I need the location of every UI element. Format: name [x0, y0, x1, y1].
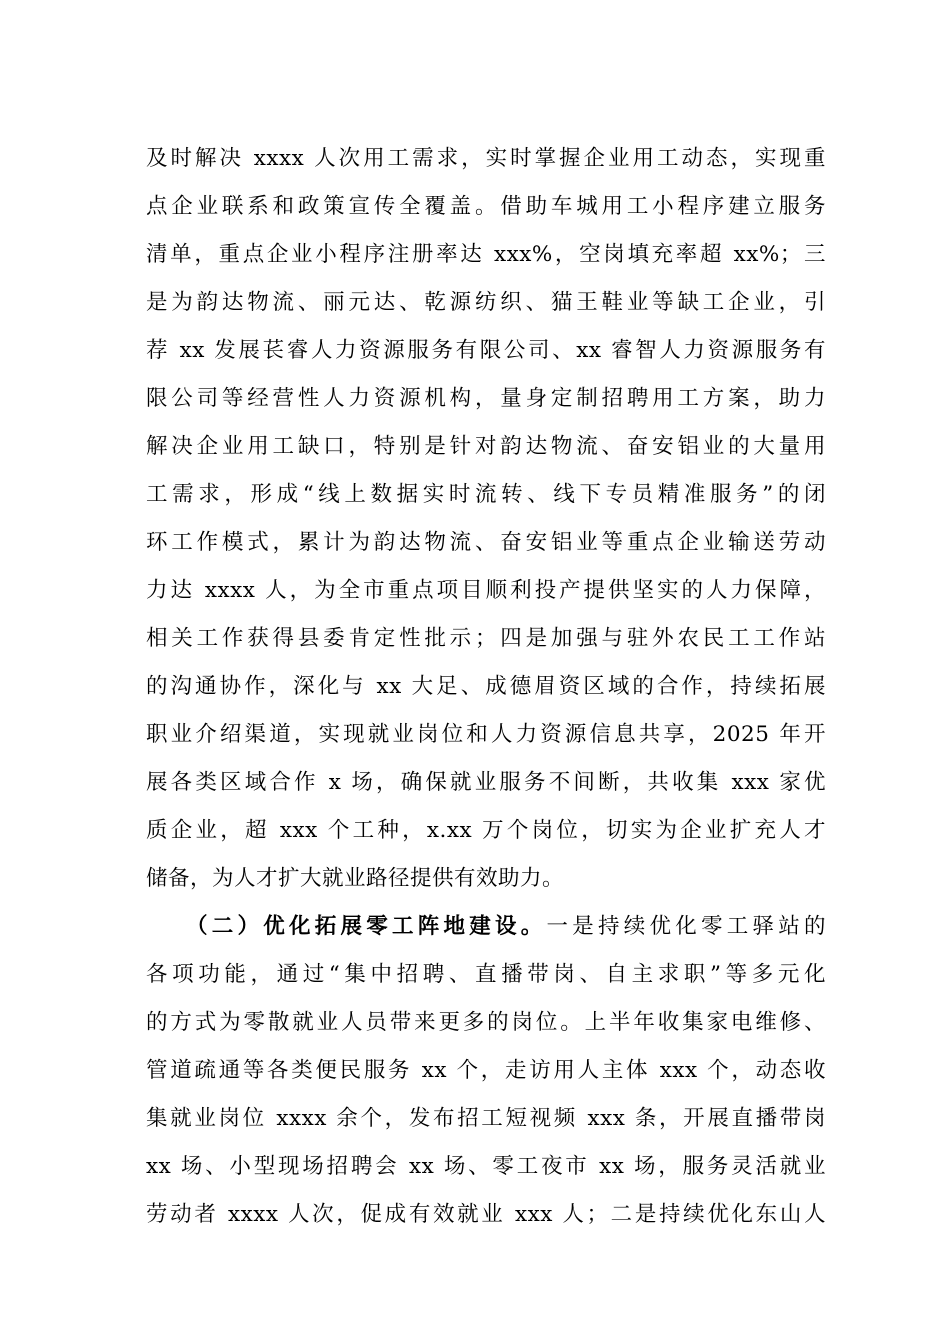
- text-line: 劳动者 xxxx 人次，促成有效就业 xxx 人；二是持续优化东山人: [146, 1202, 826, 1227]
- text-line: 集就业岗位 xxxx 余个，发布招工短视频 xxx 条，开展直播带岗: [146, 1106, 826, 1131]
- heading-line: [146, 903, 826, 951]
- text-line: 环工作模式，累计为韵达物流、奋安铝业等重点企业输送劳动: [146, 530, 826, 555]
- text-line: 清单，重点企业小程序注册率达 xxx%，空岗填充率超 xx%；三: [146, 242, 826, 267]
- text-line: 及时解决 xxxx 人次用工需求，实时掌握企业用工动态，实现重: [146, 146, 826, 171]
- text-line: 的沟通协作，深化与 xx 大足、成德眉资区域的合作，持续拓展: [146, 674, 826, 699]
- text-line: 相关工作获得县委肯定性批示；四是加强与驻外农民工工作站: [146, 626, 826, 651]
- text-line: 职业介绍渠道，实现就业岗位和人力资源信息共享，2025 年开: [146, 722, 826, 747]
- text-line: 的方式为零散就业人员带来更多的岗位。上半年收集家电维修、: [146, 1010, 826, 1035]
- text-line: 解决企业用工缺口，特别是针对韵达物流、奋安铝业的大量用: [146, 434, 826, 459]
- text-line: 工需求，形成“线上数据实时流转、线下专员精准服务”的闭: [146, 482, 826, 507]
- paragraph-employment-services: [146, 135, 826, 903]
- text-line: 质企业，超 xxx 个工种，x.xx 万个岗位，切实为企业扩充人才: [146, 818, 826, 843]
- text-line: 是为韵达物流、丽元达、乾源纺织、猫王鞋业等缺工企业，引: [146, 290, 826, 315]
- text-line: 限公司等经营性人力资源机构，量身定制招聘用工方案，助力: [146, 386, 826, 411]
- text-line: 力达 xxxx 人，为全市重点项目顺利投产提供坚实的人力保障，: [146, 578, 826, 603]
- section-heading: （二）优化拓展零工阵地建设。: [186, 914, 547, 939]
- text-line: 荐 xx 发展苌睿人力资源服务有限公司、xx 睿智人力资源服务有: [146, 338, 826, 363]
- text-line: 展各类区域合作 x 场，确保就业服务不间断，共收集 xxx 家优: [146, 770, 826, 795]
- text-line: 点企业联系和政策宣传全覆盖。借助车城用工小程序建立服务: [146, 194, 826, 219]
- text-line: 各项功能，通过“集中招聘、直播带岗、自主求职”等多元化: [146, 962, 826, 987]
- body-text: [146, 135, 826, 1239]
- paragraph-gig-work-stations: [146, 903, 826, 1239]
- heading-line-text: 一是持续优化零工驿站的: [546, 914, 826, 939]
- text-line: 储备，为人才扩大就业路径提供有效助力。: [146, 866, 565, 891]
- text-line: 管道疏通等各类便民服务 xx 个，走访用人主体 xxx 个，动态收: [146, 1058, 826, 1083]
- text-line: xx 场、小型现场招聘会 xx 场、零工夜市 xx 场，服务灵活就业: [146, 1154, 826, 1179]
